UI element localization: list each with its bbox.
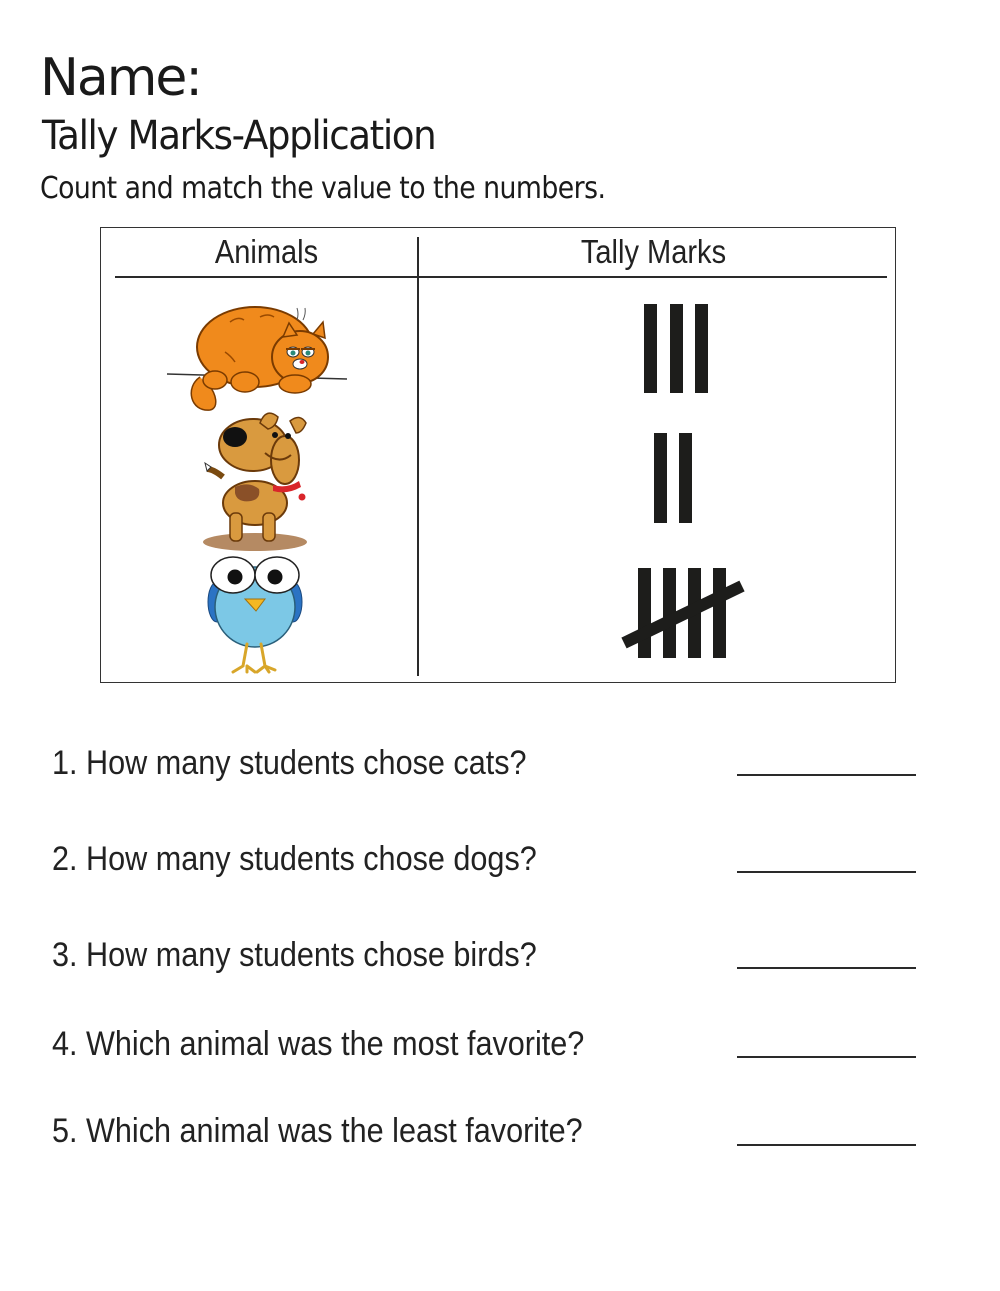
tally-mark	[695, 304, 708, 393]
cat-icon	[165, 292, 350, 417]
worksheet-title: Tally Marks-Application	[42, 113, 436, 159]
question-4: 4. Which animal was the most favorite?	[52, 1025, 585, 1063]
tally-strike	[618, 578, 748, 650]
tally-mark	[670, 304, 683, 393]
question-1: 1. How many students chose cats?	[52, 744, 527, 782]
question-3: 3. How many students chose birds?	[52, 936, 537, 974]
tally-mark	[644, 304, 657, 393]
tally-mark	[679, 433, 692, 523]
answer-line-5[interactable]	[737, 1144, 916, 1146]
answer-line-3[interactable]	[737, 967, 916, 969]
column-divider	[417, 237, 419, 676]
column-header-tally-marks: Tally Marks	[580, 233, 727, 270]
answer-line-4[interactable]	[737, 1056, 916, 1058]
column-header-animals: Animals	[214, 233, 319, 270]
dog-icon	[195, 405, 315, 553]
answer-line-1[interactable]	[737, 774, 916, 776]
bird-icon	[205, 552, 305, 677]
tally-mark	[654, 433, 667, 523]
question-5: 5. Which animal was the least favorite?	[52, 1112, 583, 1150]
instructions: Count and match the value to the numbers.	[40, 171, 606, 206]
name-label: Name:	[40, 48, 201, 108]
header-divider	[115, 276, 887, 278]
question-2: 2. How many students chose dogs?	[52, 840, 537, 878]
answer-line-2[interactable]	[737, 871, 916, 873]
